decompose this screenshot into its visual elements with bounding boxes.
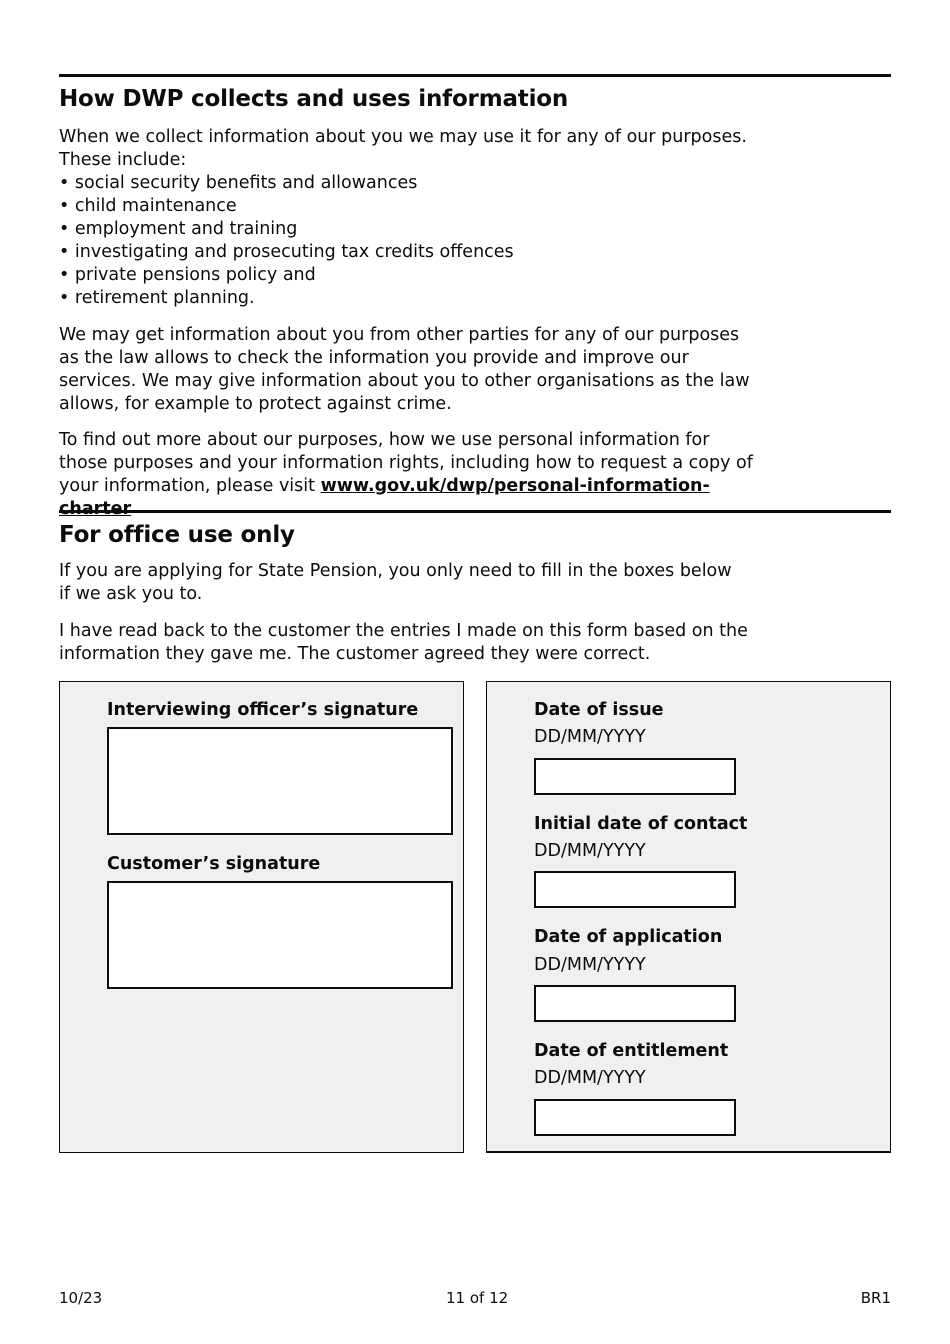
list-item: • employment and training — [59, 218, 759, 241]
date-of-issue-label: Date of issue — [534, 700, 664, 720]
section-heading-privacy: How DWP collects and uses information — [59, 86, 569, 112]
footer-edition: 10/23 — [59, 1289, 103, 1307]
dates-panel — [486, 681, 891, 1153]
initial-date-of-contact-label: Initial date of contact — [534, 814, 748, 834]
section-divider — [59, 510, 891, 513]
signature-panel — [59, 681, 464, 1153]
list-item: • child maintenance — [59, 195, 759, 218]
intro-text: These include: — [59, 150, 187, 170]
date-format-hint: DD/MM/YYYY — [534, 727, 646, 747]
officer-signature-label: Interviewing officer’s signature — [107, 700, 419, 720]
section-divider — [59, 74, 891, 77]
date-format-hint: DD/MM/YYYY — [534, 841, 646, 861]
privacy-intro — [59, 126, 759, 310]
customer-signature-label: Customer’s signature — [107, 854, 321, 874]
privacy-paragraph-text: To find out more about our purposes, how we use personal information for those purposes and your information rights, including how to request a copy of your information, please visit — [59, 430, 753, 496]
office-paragraph: If you are applying for State Pension, you only need to fill in the boxes below if we ask you to. — [59, 561, 732, 604]
list-item: • social security benefits and allowances — [59, 172, 759, 195]
date-format-hint: DD/MM/YYYY — [534, 955, 646, 975]
list-item: • private pensions policy and — [59, 264, 759, 287]
date-of-entitlement-label: Date of entitlement — [534, 1041, 729, 1061]
section-heading-office: For office use only — [59, 522, 295, 548]
officer-signature-box[interactable] — [107, 727, 453, 835]
footer-page-number: 11 of 12 — [446, 1289, 509, 1307]
footer-form-code: BR1 — [860, 1289, 891, 1307]
date-of-application-label: Date of application — [534, 927, 723, 947]
initial-date-of-contact-input[interactable] — [534, 871, 736, 908]
intro-text: When we collect information about you we may use it for any of our purposes. — [59, 127, 747, 147]
personal-information-charter-link[interactable]: www.gov.uk/dwp/personal-information-charter — [59, 476, 710, 519]
list-item: • retirement planning. — [59, 287, 759, 310]
date-of-application-input[interactable] — [534, 985, 736, 1022]
date-of-entitlement-input[interactable] — [534, 1099, 736, 1136]
customer-signature-box[interactable] — [107, 881, 453, 989]
privacy-paragraph: We may get information about you from other parties for any of our purposes as the law allows to check the information you provide and improve our services. We may give information about you to other organisations as the law allows, for example to protect against crime. — [59, 325, 750, 414]
date-of-issue-input[interactable] — [534, 758, 736, 795]
privacy-paragraph-link — [59, 429, 759, 521]
office-paragraph: I have read back to the customer the entries I made on this form based on the information they gave me. The customer agreed they were correct. — [59, 621, 748, 664]
purposes-list — [59, 172, 759, 310]
date-format-hint: DD/MM/YYYY — [534, 1068, 646, 1088]
list-item: • investigating and prosecuting tax credits offences — [59, 241, 759, 264]
